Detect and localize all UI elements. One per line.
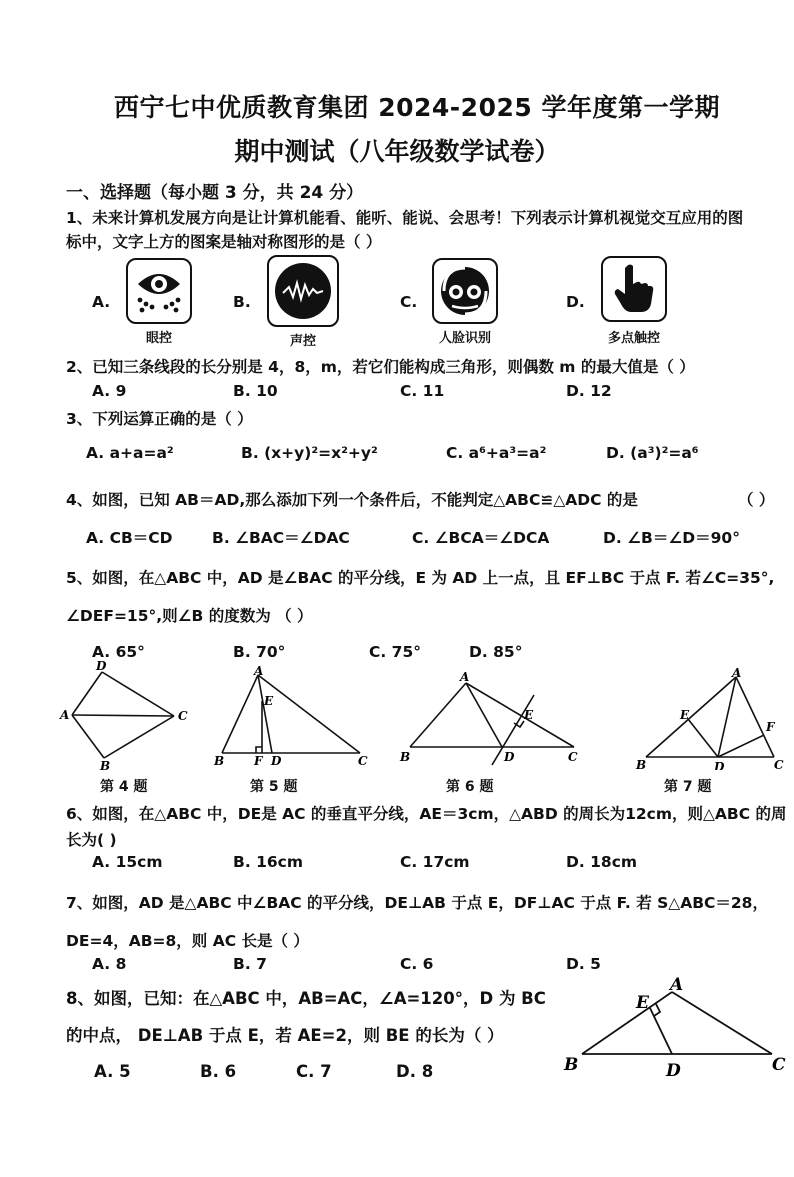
question-6-line-1: 6、如图，在△ABC 中，DE是 AC 的垂直平分线，AE＝3cm，△ABD 的周长为12cm，则△ABC 的周 [66,805,787,823]
figure-q5 [210,665,370,770]
q6-option-a: A. 15cm [92,853,163,871]
fig6-label-d: D [504,750,515,764]
figure-q6 [396,665,588,770]
question-1-line-2: 标中，文字上方的图案是轴对称图形的是（ ） [66,233,382,251]
q3-option-a: A. a+a=a² [86,444,174,462]
q6-option-d: D. 18cm [566,853,638,871]
q8-option-c: C. 7 [296,1062,332,1081]
section-heading: 一、选择题（每小题 3 分，共 24 分） [66,183,364,203]
figure-q4 [56,660,196,770]
question-6-line-2: 长为( ) [66,831,117,849]
fig4-label-a: A [60,708,70,722]
fig7-label-e: E [680,708,690,722]
q2-option-b: B. 10 [233,382,278,400]
face-recognition-icon [432,258,498,324]
q2-option-a: A. 9 [92,382,127,400]
q4-option-b: B. ∠BAC＝∠DAC [212,529,350,547]
q7-option-a: A. 8 [92,955,127,973]
q1-option-b-caption: 声控 [289,334,316,349]
fig8-label-c: C [772,1055,786,1075]
fig5-label-c: C [358,754,368,768]
q7-option-c: C. 6 [400,955,434,973]
question-4-stem: 4、如图，已知 AB＝AD,那么添加下列一个条件后，不能判定△ABC≌△ADC 的是 [66,491,638,509]
fig5-label-d: D [271,754,282,768]
fig8-label-e: E [636,993,649,1013]
q2-option-d: D. 12 [566,382,612,400]
fig4-label-b: B [100,759,111,770]
q4-option-a: A. CB＝CD [86,529,173,547]
fig6-label-c: C [568,750,578,764]
question-7-line-1: 7、如图，AD 是△ABC 中∠BAC 的平分线，DE⊥AB 于点 E，DF⊥AC 于点 F. 若 S△ABC＝28， [66,894,768,912]
fig7-label-d: D [714,760,725,770]
q1-option-a-caption: 眼控 [145,331,172,346]
fig7-label-b: B [636,758,647,770]
question-4-answer-paren: （ ） [738,491,775,509]
q7-option-b: B. 7 [233,955,267,973]
q5-option-c: C. 75° [369,643,421,661]
q1-option-c-caption: 人脸识别 [438,331,491,346]
figure-6-caption: 第 6 题 [446,779,494,795]
question-8-line-2: 的中点， DE⊥AB 于点 E，若 AE=2，则 BE 的长为（ ） [66,1026,504,1045]
fig5-label-e: E [264,694,274,708]
q3-option-b: B. (x+y)²=x²+y² [241,444,378,462]
fig8-label-a: A [670,975,684,995]
figure-q8 [560,974,790,1084]
question-3-stem: 3、下列运算正确的是（ ） [66,410,253,428]
question-7-line-2: DE=4，AB=8，则 AC 长是（ ） [66,932,309,950]
eye-control-icon [126,258,192,324]
fig7-label-c: C [774,758,784,770]
fig6-label-b: B [400,750,411,764]
question-8-line-1: 8、如图，已知：在△ABC 中，AB=AC，∠A=120°，D 为 BC [66,989,546,1008]
q1-option-d-caption: 多点触控 [607,331,660,346]
q5-option-a: A. 65° [92,643,145,661]
voice-control-icon [267,255,339,327]
fig6-label-a: A [460,670,470,684]
q7-option-d: D. 5 [566,955,601,973]
q3-option-d: D. (a³)²=a⁶ [606,444,699,462]
fig4-label-d: D [96,660,107,673]
q8-option-d: D. 8 [396,1062,434,1081]
q1-option-b-letter: B. [233,293,251,311]
q3-option-c: C. a⁶+a³=a² [446,444,547,462]
q1-option-a-letter: A. [92,293,111,311]
page-title: 西宁七中优质教育集团 2024-2025 学年度第一学期 [114,93,720,122]
q2-option-c: C. 11 [400,382,445,400]
q4-option-c: C. ∠BCA＝∠DCA [412,529,550,547]
question-5-line-2: ∠DEF=15°,则∠B 的度数为 （ ） [66,607,313,625]
figure-4-caption: 第 4 题 [100,779,148,795]
fig5-label-b: B [214,754,225,768]
q8-option-a: A. 5 [94,1062,131,1081]
question-5-line-1: 5、如图，在△ABC 中，AD 是∠BAC 的平分线，E 为 AD 上一点，且 EF⊥BC 于点 F. 若∠C=35°, [66,569,775,587]
fig8-label-b: B [564,1055,579,1075]
q5-option-b: B. 70° [233,643,286,661]
fig7-label-a: A [732,666,742,680]
fig5-label-f: F [254,754,263,768]
fig6-label-e: E [524,708,534,722]
q8-option-b: B. 6 [200,1062,237,1081]
fig4-label-c: C [178,709,188,723]
question-1-line-1: 1、未来计算机发展方向是让计算机能看、能听、能说、会思考！下列表示计算机视觉交互应用的图 [66,209,744,227]
q1-option-c-letter: C. [400,293,418,311]
q6-option-b: B. 16cm [233,853,304,871]
figure-7-caption: 第 7 题 [664,779,712,795]
multi-touch-icon [601,256,667,322]
question-2-stem: 2、已知三条线段的长分别是 4，8，m，若它们能构成三角形，则偶数 m 的最大值是（ ） [66,358,695,376]
page-subtitle: 期中测试（八年级数学试卷） [234,137,560,166]
q4-option-d: D. ∠B＝∠D＝90° [603,529,740,547]
q5-option-d: D. 85° [469,643,523,661]
fig5-label-a: A [254,665,264,678]
fig7-label-f: F [766,720,775,734]
q1-option-d-letter: D. [566,293,585,311]
figure-5-caption: 第 5 题 [250,779,298,795]
fig8-label-d: D [666,1061,681,1081]
figure-q7 [632,665,792,770]
q6-option-c: C. 17cm [400,853,470,871]
